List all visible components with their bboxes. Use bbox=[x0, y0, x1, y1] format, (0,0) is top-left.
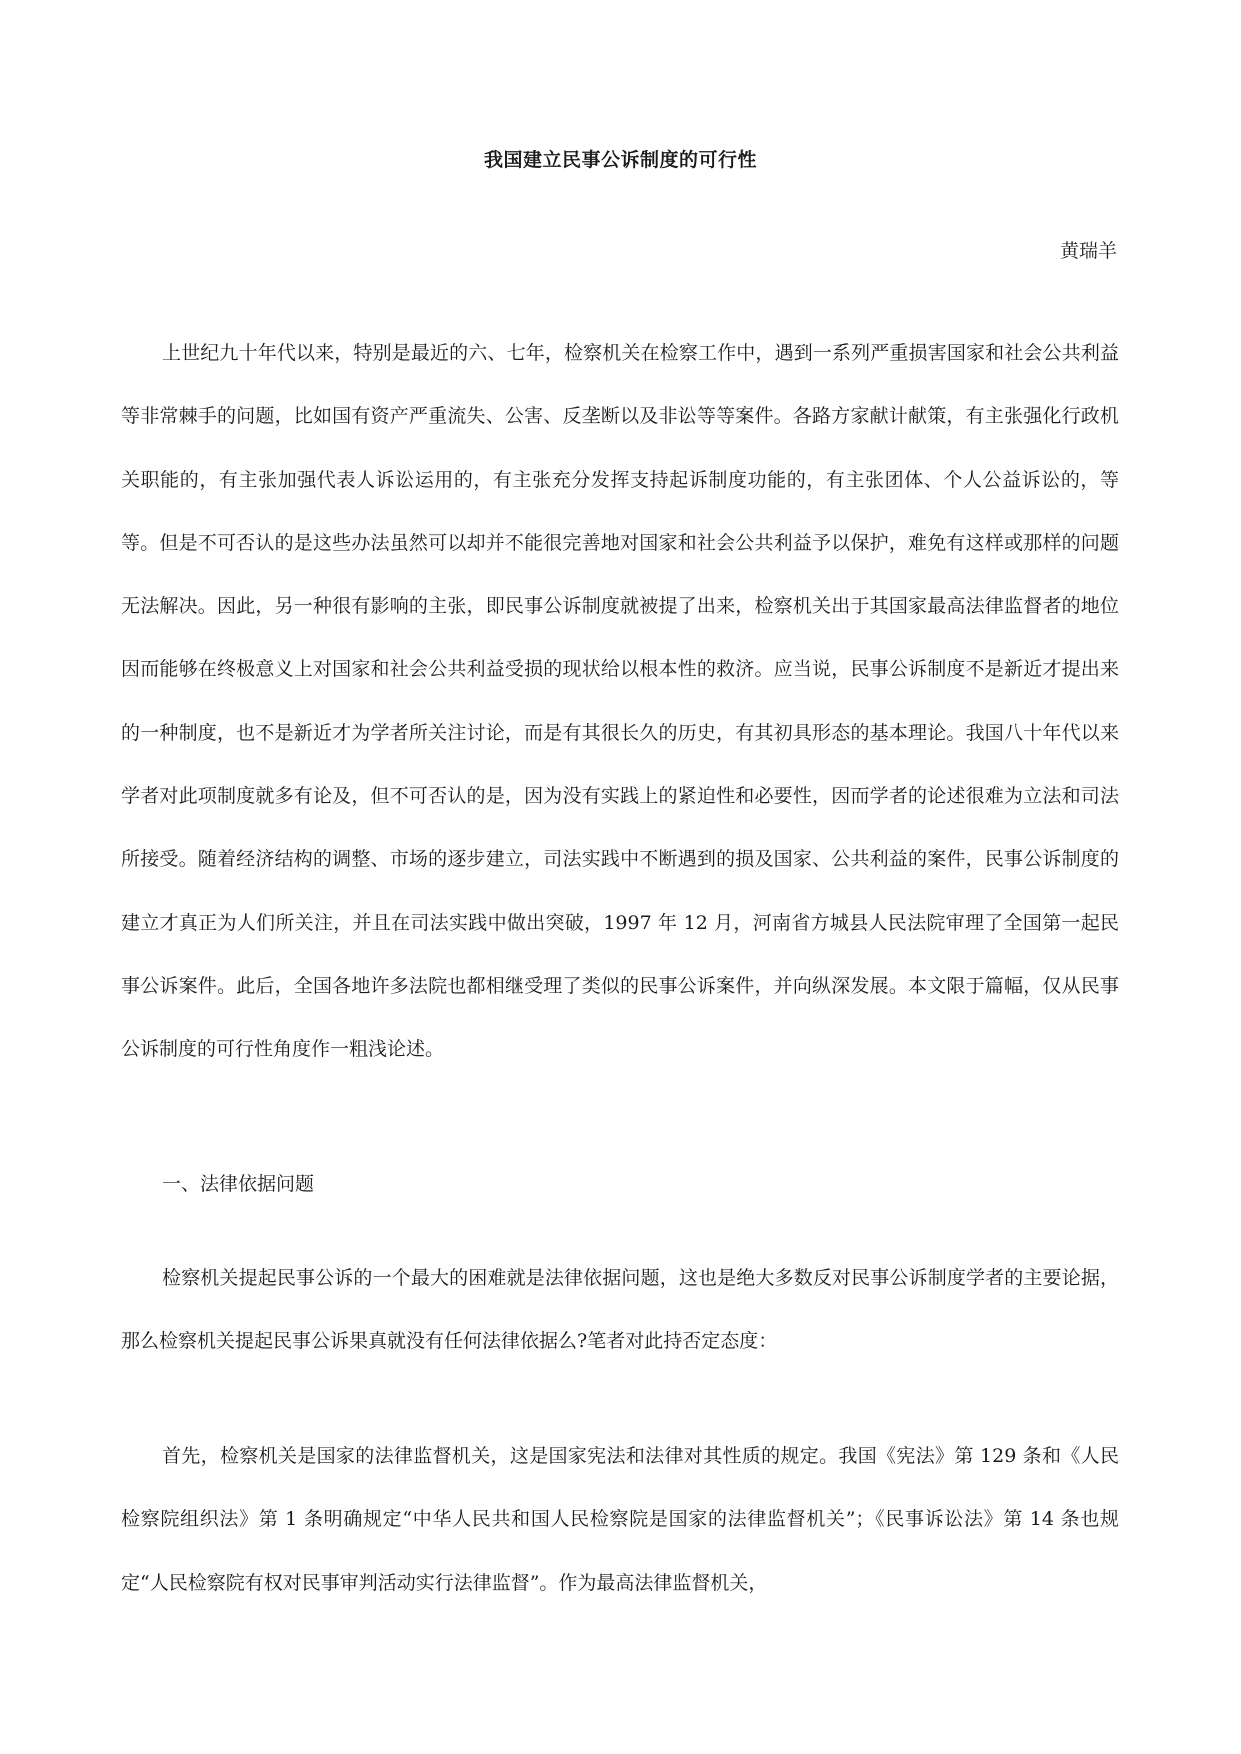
body-paragraph: 检察机关提起民事公诉的一个最大的困难就是法律依据问题，这也是绝大多数反对民事公诉制度学者的主要论据，那么检察机关提起民事公诉果真就没有任何法律依据么?笔者对此持否定态度： bbox=[121, 1267, 1119, 1353]
section-heading: 一、法律依据问题 bbox=[162, 1173, 315, 1195]
intro-paragraph: 上世纪九十年代以来，特别是最近的六、七年，检察机关在检察工作中，遇到一系列严重损害国家和社会公共利益等非常棘手的问题，比如国有资产严重流失、公害、反垄断以及非讼等等案件。各路方家献计献策，有主张强化行政机关职能的，有主张加强代表人诉讼运用的，有主张充分发挥支持起诉制度功能的，有主张团体、个人公益诉讼的，等等。但是不可否认的是这些办法虽然可以却并不能很完善地对国家和社会公共利益予以保护，难免有这样或那样的问题无法解决。因此，另一种很有影响的主张，即民事公诉制度就被提了出来，检察机关出于其国家最高法律监督者的地位因而能够在终极意义上对国家和社会公共利益受损的现状给以根本性的救济。应当说，民事公诉制度不是新近才提出来的一种制度，也不是新近才为学者所关注讨论，而是有其很长久的历史，有其初具形态的基本理论。我国八十年代以来学者对此项制度就多有论及，但不可否认的是，因为没有实践上的紧迫性和必要性，因而学者的论述很难为立法和司法所接受。随着经济结构的调整、市场的逐步建立，司法实践中不断遇到的损及国家、公共利益的案件，民事公诉制度的建立才真正为人们所关注，并且在司法实践中做出突破，1997 年 12 月，河南省方城县人民法院审理了全国第一起民事公诉案件。此后，全国各地许多法院也都相继受理了类似的民事公诉案件，并向纵深发展。本文限于篇幅，仅从民事公诉制度的可行性角度作一粗浅论述。 bbox=[121, 342, 1119, 1061]
body-paragraph: 首先，检察机关是国家的法律监督机关，这是国家宪法和法律对其性质的规定。我国《宪法》第 129 条和《人民检察院组织法》第 1 条明确规定“中华人民共和国人民检察院是国家的法律监督机关”；《民事诉讼法》第 14 条也规定“人民检察院有权对民事审判活动实行法律监督”。作为最高法律监督机关， bbox=[121, 1445, 1119, 1594]
author-name: 黄瑞羊 bbox=[1059, 240, 1117, 262]
document-title: 我国建立民事公诉制度的可行性 bbox=[483, 149, 757, 171]
